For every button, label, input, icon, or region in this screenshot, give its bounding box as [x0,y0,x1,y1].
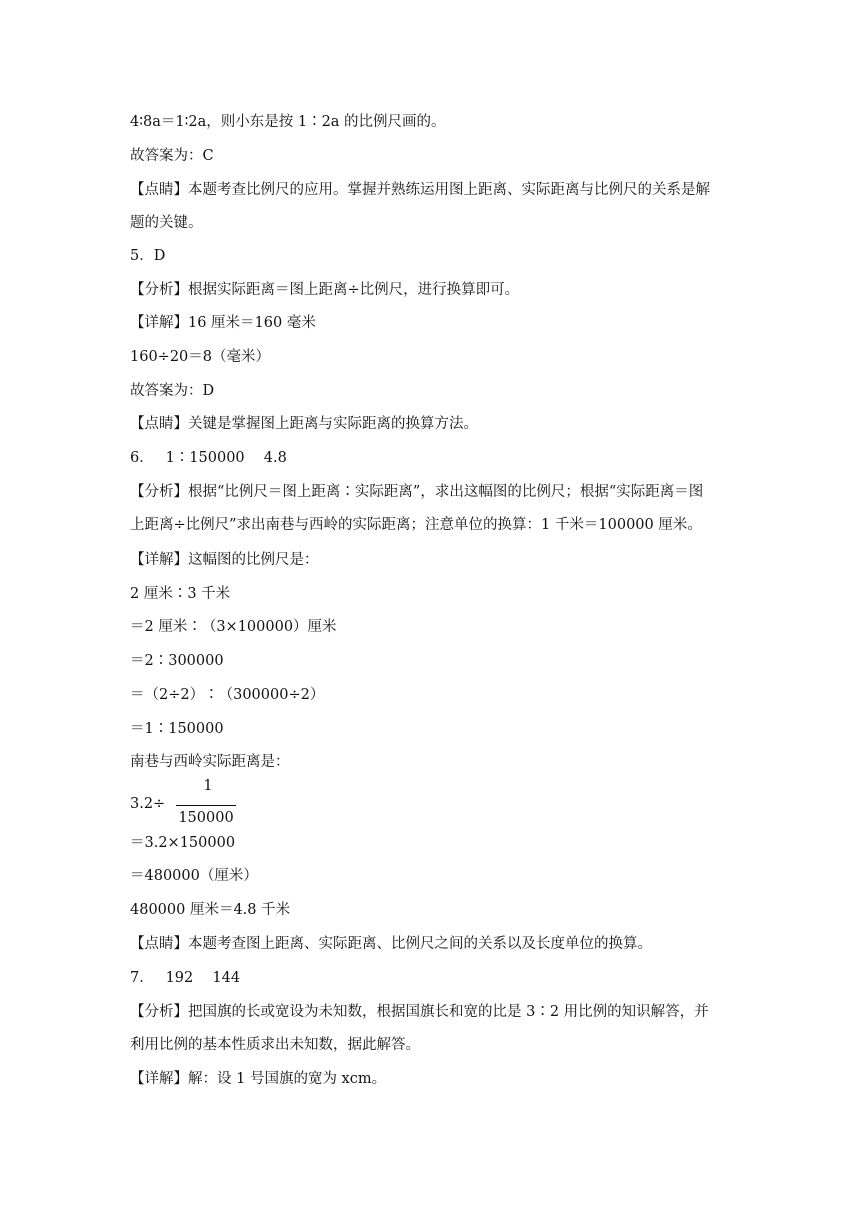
text-line: 【分析】根据“比例尺＝图上距离∶实际距离”，求出这幅图的比例尺；根据“实际距离＝图 [130,484,704,500]
text-line: 【点睛】本题考查图上距离、实际距离、比例尺之间的关系以及长度单位的换算。 [130,936,652,952]
fraction-denominator: 150000 [178,810,234,826]
text-line: 【点睛】关键是掌握图上距离与实际距离的换算方法。 [130,416,478,432]
text-line: 【分析】根据实际距离＝图上距离÷比例尺，进行换算即可。 [130,282,520,298]
text-line: 2 厘米∶3 千米 [130,586,231,602]
text-line: 4∶8a＝1∶2a，则小东是按 1∶2a 的比例尺画的。 [130,114,446,130]
text-line: 故答案为：D [130,383,215,399]
text-line: ＝2∶300000 [130,653,224,669]
text-line: 【分析】把国旗的长或宽设为未知数，根据国旗长和宽的比是 3∶2 用比例的知识解答，并 [130,1004,709,1020]
text-line: 利用比例的基本性质求出未知数，据此解答。 [130,1037,420,1053]
text-line: 480000 厘米＝4.8 千米 [130,902,291,918]
fraction-numerator: 1 [203,778,213,794]
fraction-whole: 3.2÷ [130,796,166,812]
text-line: 【详解】16 厘米＝160 毫米 [130,315,316,331]
text-line: ＝1∶150000 [130,721,224,737]
text-line: 南巷与西岭实际距离是： [130,754,290,770]
text-line: ＝（2÷2）∶（300000÷2） [130,687,325,703]
text-line: 160÷20＝8（毫米） [130,349,271,365]
fraction-bar [176,805,236,806]
text-line: 【点睛】本题考查比例尺的应用。掌握并熟练运用图上距离、实际距离与比例尺的关系是解 [130,182,710,198]
text-line: ＝480000（厘米） [130,868,258,884]
text-line: 故答案为：C [130,148,214,164]
text-line: 7． 192 144 [130,970,241,986]
text-line: 6． 1∶150000 4.8 [130,450,287,466]
text-line: 题的关键。 [130,215,203,231]
text-line: 5．D [130,248,166,264]
text-line: ＝2 厘米∶（3×100000）厘米 [130,619,337,635]
text-line: 【详解】解：设 1 号国旗的宽为 xcm。 [130,1071,387,1087]
text-line: 上距离÷比例尺”求出南巷与西岭的实际距离；注意单位的换算：1 千米＝100000 厘米。 [130,517,702,533]
text-line: ＝3.2×150000 [130,835,236,851]
text-line: 【详解】这幅图的比例尺是： [130,552,319,568]
